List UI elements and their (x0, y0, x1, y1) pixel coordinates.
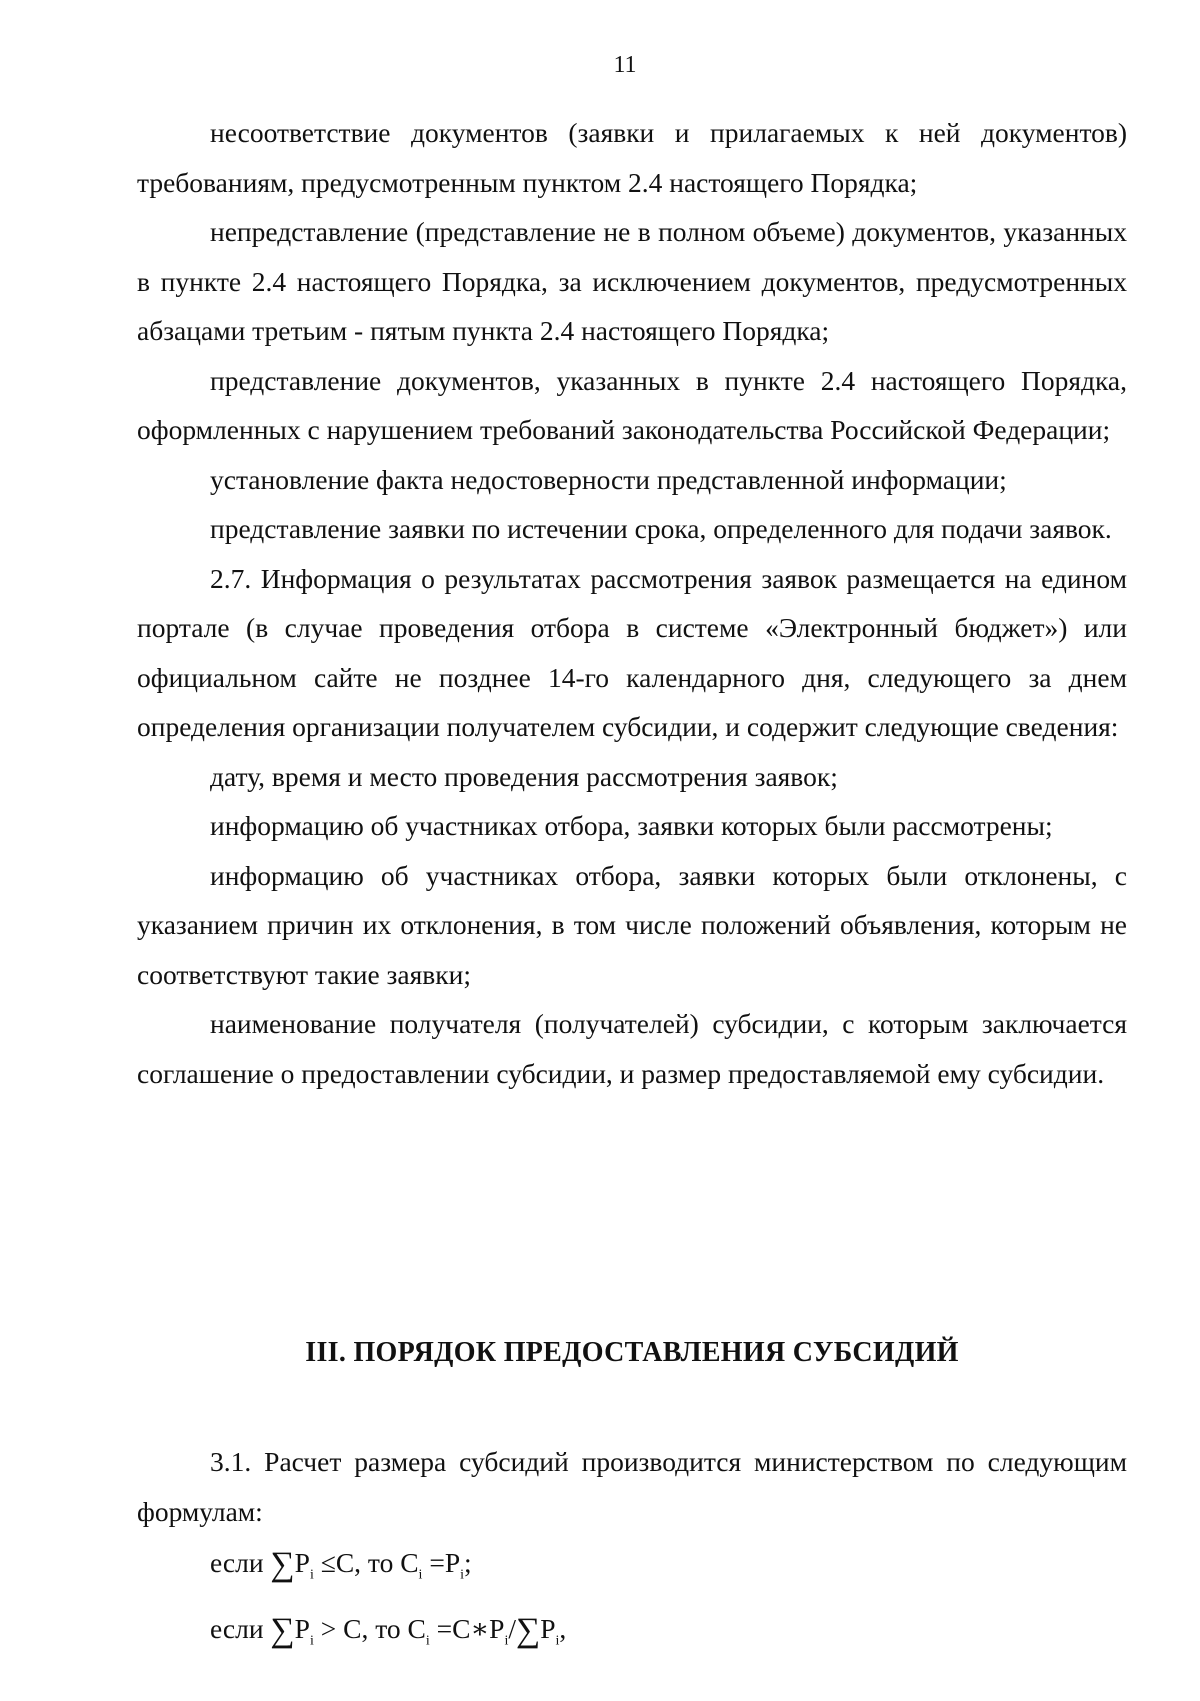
body-text (137, 108, 1127, 1098)
section-body (137, 1437, 1127, 1667)
paragraph: представление заявки по истечении срока, определенного для подачи заявок. (210, 513, 1112, 544)
sum-symbol: ∑ (515, 1611, 541, 1649)
paragraph: непредставление (представление не в полном объеме) документов, указанных в пункте 2.4 настоящего Порядка, за исключением документов, предусмотренных абзацами третьим - пятым пункта 2.4 настоящего Порядка; (137, 216, 1127, 346)
paragraph: несоответствие документов (заявки и прилагаемых к ней документов) требованиям, предусмотренным пунктом 2.4 настоящего Порядка; (137, 117, 1127, 198)
section-title: III. ПОРЯДОК ПРЕДОСТАВЛЕНИЯ СУБСИДИЙ (305, 1337, 959, 1368)
paragraph: представление документов, указанных в пункте 2.4 настоящего Порядка, оформленных с нарушением требований законодательства Российской Федерации; (137, 364, 1127, 445)
paragraph: дату, время и место проведения рассмотрения заявок; (210, 760, 838, 792)
paragraph: информацию об участниках отбора, заявки которых были отклонены, с указанием причин их отклонения, в том числе положений объявления, которым не соответствуют такие заявки; (137, 859, 1127, 990)
page-number: 11 (613, 52, 637, 78)
paragraph: 2.7. Информация о результатах рассмотрения заявок размещается на едином портале (в случае проведения отбора в системе «Электронный бюджет») или официальном сайте не позднее 14-го календарного дня, следующего за днем определения организации получателем субсидии, и содержит следующие сведения: (137, 562, 1127, 742)
formula-1: если $\sum P_i \le C$, то $C_i =P_i$; (210, 1546, 472, 1583)
paragraph: наименование получателя (получателей) субсидии, с которым заключается соглашение о предоставлении субсидии, и размер предоставляемой ему субсидии. (137, 1008, 1127, 1089)
section-paragraph: 3.1. Расчет размера субсидий производится министерством по следующим формулам: (137, 1446, 1127, 1527)
paragraph: установление факта недостоверности представленной информации; (210, 463, 1007, 495)
formula-2: если $\sum P_i > C$, то $C_i$ $=C∗P_i/\sum P_i$, (210, 1611, 567, 1649)
sum-symbol: ∑ (270, 1546, 295, 1583)
sum-symbol: ∑ (270, 1611, 295, 1649)
paragraph: информацию об участниках отбора, заявки которых были рассмотрены; (210, 810, 1053, 841)
